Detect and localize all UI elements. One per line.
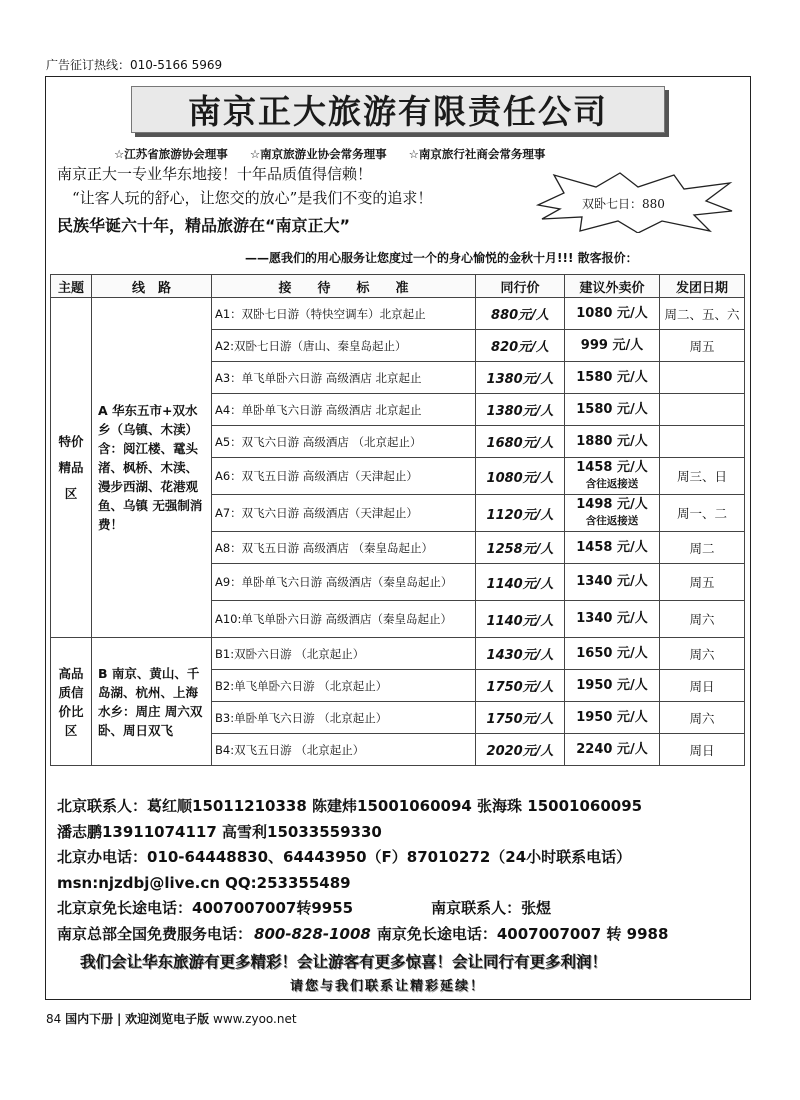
retail-note: 含往返接送 [585,515,639,527]
hq-free-number: 800-828-1008 [254,924,371,943]
header-retail-price: 建议外卖价 [565,275,660,298]
retail-price-cell: 1458 元/人 [565,532,660,564]
trade-price-cell: 1750元/人 [476,670,565,702]
beijing-tollfree: 北京京免长途电话：4007007007转9955 [57,899,354,917]
retail-price-cell: 1580 元/人 [565,394,660,426]
days-cell: 周一、二 [660,495,745,532]
page-footer [46,1010,297,1027]
days-cell [660,394,745,426]
contact-line: 北京办电话：010-64448830、64443950（F）87010272（24小时联系电话） [57,848,632,866]
detail-cell: A6：双飞五日游 高级酒店（天津起止） [212,458,476,495]
detail-cell: A3：单飞单卧六日游 高级酒店 北京起止 [212,362,476,394]
contact-line: msn:njzdbj@live.cn QQ:253355489 [57,873,351,892]
subline: ——愿我们的用心服务让您度过一个的身心愉悦的金秋十月!!! 散客报价： [245,251,638,265]
site-url: www.zyoo.net [213,1012,297,1026]
detail-cell: A9：单卧单飞六日游 高级酒店（秦皇岛起止） [212,564,476,601]
route-cell-a: A 华东五市+双水乡（乌镇、木渎）含：阅江楼、鼋头渚、枫桥、木渎、漫步西湖、花港观鱼、乌镇 无强制消费！ [92,298,212,638]
retail-price-cell: 1950 元/人 [565,670,660,702]
hq-free-label: 南京总部全国免费服务电话： [57,924,253,943]
burst-price-label: 双卧七日：880 [582,197,665,211]
trade-price-cell: 1380元/人 [476,394,565,426]
association-list [114,146,704,162]
days-cell: 周五 [660,330,745,362]
trade-price-cell: 820元/人 [476,330,565,362]
days-cell [660,362,745,394]
days-cell: 周三、日 [660,458,745,495]
contact-block [57,794,747,947]
title-box [131,86,665,133]
trade-price-cell: 1430元/人 [476,638,565,670]
days-cell: 周二 [660,532,745,564]
promo-line-2: 请您与我们联系让精彩延续！ [290,979,486,994]
days-cell [660,426,745,458]
retail-price-cell [565,458,660,495]
detail-cell: A2:双卧七日游（唐山、秦皇岛起止） [212,330,476,362]
detail-cell: A5：双飞六日游 高级酒店 （北京起止） [212,426,476,458]
detail-cell: B2:单飞单卧六日游 （北京起止） [212,670,476,702]
header-route: 线 路 [92,275,212,298]
contact-line [57,896,747,922]
nanjing-contact: 南京联系人：张煜 [431,899,552,917]
retail-price-value: 1458 元/人 [576,460,648,475]
retail-price-cell: 2240 元/人 [565,734,660,766]
contact-line: 潘志鹏13911074117 高雪利15033559330 [57,822,382,841]
nanjing-tollfree: 南京免长途电话：4007007007 转 9988 [376,924,669,943]
contact-line [57,922,747,948]
detail-cell: B1:双卧六日游 （北京起止） [212,638,476,670]
retail-note: 含往返接送 [585,478,639,490]
association-item: ☆南京旅行社商会常务理事 [408,147,546,161]
detail-cell: B3:单卧单飞六日游 （北京起止） [212,702,476,734]
trade-price-cell: 1750元/人 [476,702,565,734]
ebook-note: 欢迎浏览电子版 [125,1012,210,1026]
days-cell: 周六 [660,638,745,670]
days-cell: 周六 [660,702,745,734]
promo-line-1: 我们会让华东旅游有更多精彩！会让游客有更多惊喜！会让同行有更多利润！ [80,952,608,971]
ad-hotline: 广告征订热线：010-5166 5969 [46,58,223,72]
page-number: 84 [46,1012,62,1026]
days-cell: 周六 [660,601,745,638]
trade-price-cell: 1080元/人 [476,458,565,495]
retail-price-cell: 1080 元/人 [565,298,660,330]
trade-price-cell: 880元/人 [476,298,565,330]
retail-price-cell: 999 元/人 [565,330,660,362]
header-standard: 接 待 标 准 [212,275,476,298]
header-departure-days: 发团日期 [660,275,745,298]
detail-cell: A8：双飞五日游 高级酒店 （秦皇岛起止） [212,532,476,564]
retail-price-cell: 1650 元/人 [565,638,660,670]
days-cell: 周日 [660,734,745,766]
days-cell: 周日 [660,670,745,702]
table-row [51,638,745,670]
detail-cell: A4：单卧单飞六日游 高级酒店 北京起止 [212,394,476,426]
header-trade-price: 同行价 [476,275,565,298]
table-header-row [51,275,745,298]
detail-cell: A7：双飞六日游 高级酒店（天津起止） [212,495,476,532]
route-cell-b: B 南京、黄山、千岛湖、杭州、上海水乡：周庄 周六双卧、周日双飞 [92,638,212,766]
theme-cell-b: 高品质信价比区 [51,638,92,766]
trade-price-cell: 1120元/人 [476,495,565,532]
association-item: ☆江苏省旅游协会理事 [114,147,228,161]
price-table [50,274,745,766]
slogan-line-2: “让客人玩的舒心，让您交的放心”是我们不变的追求！ [72,189,433,207]
trade-price-cell: 1258元/人 [476,532,565,564]
association-item: ☆南京旅游业协会常务理事 [249,147,387,161]
detail-cell: B4:双飞五日游 （北京起止） [212,734,476,766]
trade-price-cell: 1140元/人 [476,601,565,638]
trade-price-cell: 1140元/人 [476,564,565,601]
retail-price-cell: 1340 元/人 [565,564,660,601]
header-theme: 主题 [51,275,92,298]
trade-price-cell: 1680元/人 [476,426,565,458]
footer-separator: | [116,1012,122,1026]
theme-cell-a: 特价精品区 [51,298,92,638]
trade-price-cell: 1380元/人 [476,362,565,394]
headline: 民族华诞六十年，精品旅游在“南京正大” [57,216,351,235]
slogan-line-1: 南京正大一专业华东地接！十年品质值得信赖！ [57,165,373,183]
days-cell: 周五 [660,564,745,601]
days-cell: 周二、五、六 [660,298,745,330]
retail-price-cell [565,495,660,532]
table-row [51,298,745,330]
detail-cell: A1：双卧七日游（特快空调车）北京起止 [212,298,476,330]
trade-price-cell: 2020元/人 [476,734,565,766]
company-title: 南京正大旅游有限责任公司 [188,92,608,131]
retail-price-cell: 1340 元/人 [565,601,660,638]
retail-price-value: 1498 元/人 [576,497,648,512]
detail-cell: A10:单飞单卧六日游 高级酒店（秦皇岛起止） [212,601,476,638]
retail-price-cell: 1880 元/人 [565,426,660,458]
contact-line: 北京联系人：葛红顺15011210338 陈建炜15001060094 张海珠 15001060095 [57,797,643,815]
retail-price-cell: 1580 元/人 [565,362,660,394]
section-label: 国内下册 [65,1012,114,1026]
retail-price-cell: 1950 元/人 [565,702,660,734]
